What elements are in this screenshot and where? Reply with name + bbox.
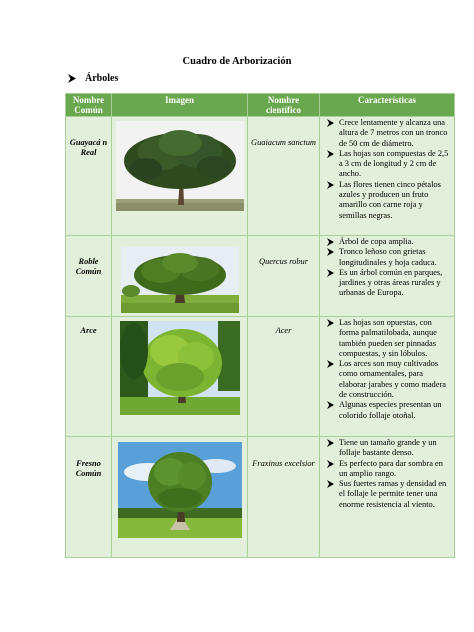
scientific-name-cell [248, 117, 320, 236]
common-name-cell [66, 236, 112, 317]
list-item: Tiene un tamaño grande y un follaje bastante denso. [325, 438, 452, 459]
list-item: Las hojas son compuestas de 2,5 a 3 cm de longitud y 2 cm de ancho. [325, 149, 452, 180]
arrow-bullet-icon [327, 460, 334, 468]
scientific-name: Quercus robur [259, 257, 308, 266]
list-item: Árbol de copa amplia. [325, 237, 452, 247]
scientific-name-cell [248, 236, 320, 317]
scientific-name-cell [248, 317, 320, 437]
common-name: Roble Común [75, 257, 102, 277]
scientific-name-cell [248, 437, 320, 558]
section-label: Árboles [85, 73, 119, 84]
list-item: Las hojas son opuestas, con forma palmatilobada, aunque también pueden ser pinnadas compuestas, y sin lóbulos. [325, 318, 452, 359]
list-item: Tronco leñoso con grietas longitudinales y hoja caduca. [325, 247, 452, 268]
scientific-name: Acer [275, 326, 292, 335]
list-item: Es perfecto para dar sombra en un amplio rango. [325, 459, 452, 480]
tree-photo-guayacan [116, 121, 244, 211]
list-item: Las flores tienen cinco pétalos azules y producen un fruto amarillo con carne roja y semillas negras. [325, 180, 452, 221]
feature-list [322, 237, 452, 299]
common-name-cell [66, 437, 112, 558]
scientific-name: Fraxinus excelsior [252, 459, 315, 468]
table-row [66, 236, 455, 317]
arrow-bullet-icon [327, 360, 334, 368]
table-row [66, 437, 455, 558]
image-cell [112, 317, 248, 437]
header-image: Imagen [112, 94, 248, 117]
feature-list [322, 438, 452, 510]
arrow-bullet-icon [327, 238, 334, 246]
arborization-table [65, 93, 455, 558]
header-scientific-name: Nombre científico [248, 94, 320, 117]
list-item: Algunas especies presentan un colorido follaje otoñal. [325, 400, 452, 421]
characteristics-cell [320, 236, 455, 317]
common-name-cell [66, 317, 112, 437]
tree-photo-arce [120, 321, 240, 415]
characteristics-cell [320, 117, 455, 236]
list-item: Crece lentamente y alcanza una altura de 7 metros con un tronco de 50 cm de diámetro. [325, 118, 452, 149]
characteristics-cell [320, 317, 455, 437]
arrow-bullet-icon [327, 401, 334, 409]
section-heading [68, 73, 118, 84]
image-cell [112, 437, 248, 558]
arrow-bullet-icon [327, 269, 334, 277]
tree-photo-roble [121, 247, 239, 313]
common-name: Fresno Común [75, 459, 102, 479]
list-item: Sus fuertes ramas y densidad en el follaje le permite tener una enorme resistencia al viento. [325, 479, 452, 510]
image-cell [112, 117, 248, 236]
tree-photo-fresno [118, 442, 242, 538]
header-common-name: Nombre Común [66, 94, 112, 117]
common-name: Arce [80, 326, 97, 335]
list-item: Es un árbol común en parques, jardines y otras áreas rurales y urbanas de Europa. [325, 268, 452, 299]
arrow-bullet-icon [68, 74, 76, 83]
arrow-bullet-icon [327, 480, 334, 488]
header-characteristics: Características [320, 94, 455, 117]
arrow-bullet-icon [327, 150, 334, 158]
arrow-bullet-icon [327, 119, 334, 127]
characteristics-cell [320, 437, 455, 558]
feature-list [322, 318, 452, 421]
common-name-cell [66, 117, 112, 236]
arrow-bullet-icon [327, 319, 334, 327]
common-name: Guayacá n Real [69, 138, 108, 158]
table-row [66, 117, 455, 236]
scientific-name: Guaiacum sanctum [251, 138, 316, 147]
table-header-row [66, 94, 455, 117]
image-cell [112, 236, 248, 317]
table-row [66, 317, 455, 437]
arrow-bullet-icon [327, 248, 334, 256]
page-title: Cuadro de Arborización [182, 56, 292, 67]
list-item: Los arces son muy cultivados como ornamentales, para elaborar jarabes y como madera de construcción. [325, 359, 452, 400]
feature-list [322, 118, 452, 221]
arrow-bullet-icon [327, 439, 334, 447]
arrow-bullet-icon [327, 181, 334, 189]
